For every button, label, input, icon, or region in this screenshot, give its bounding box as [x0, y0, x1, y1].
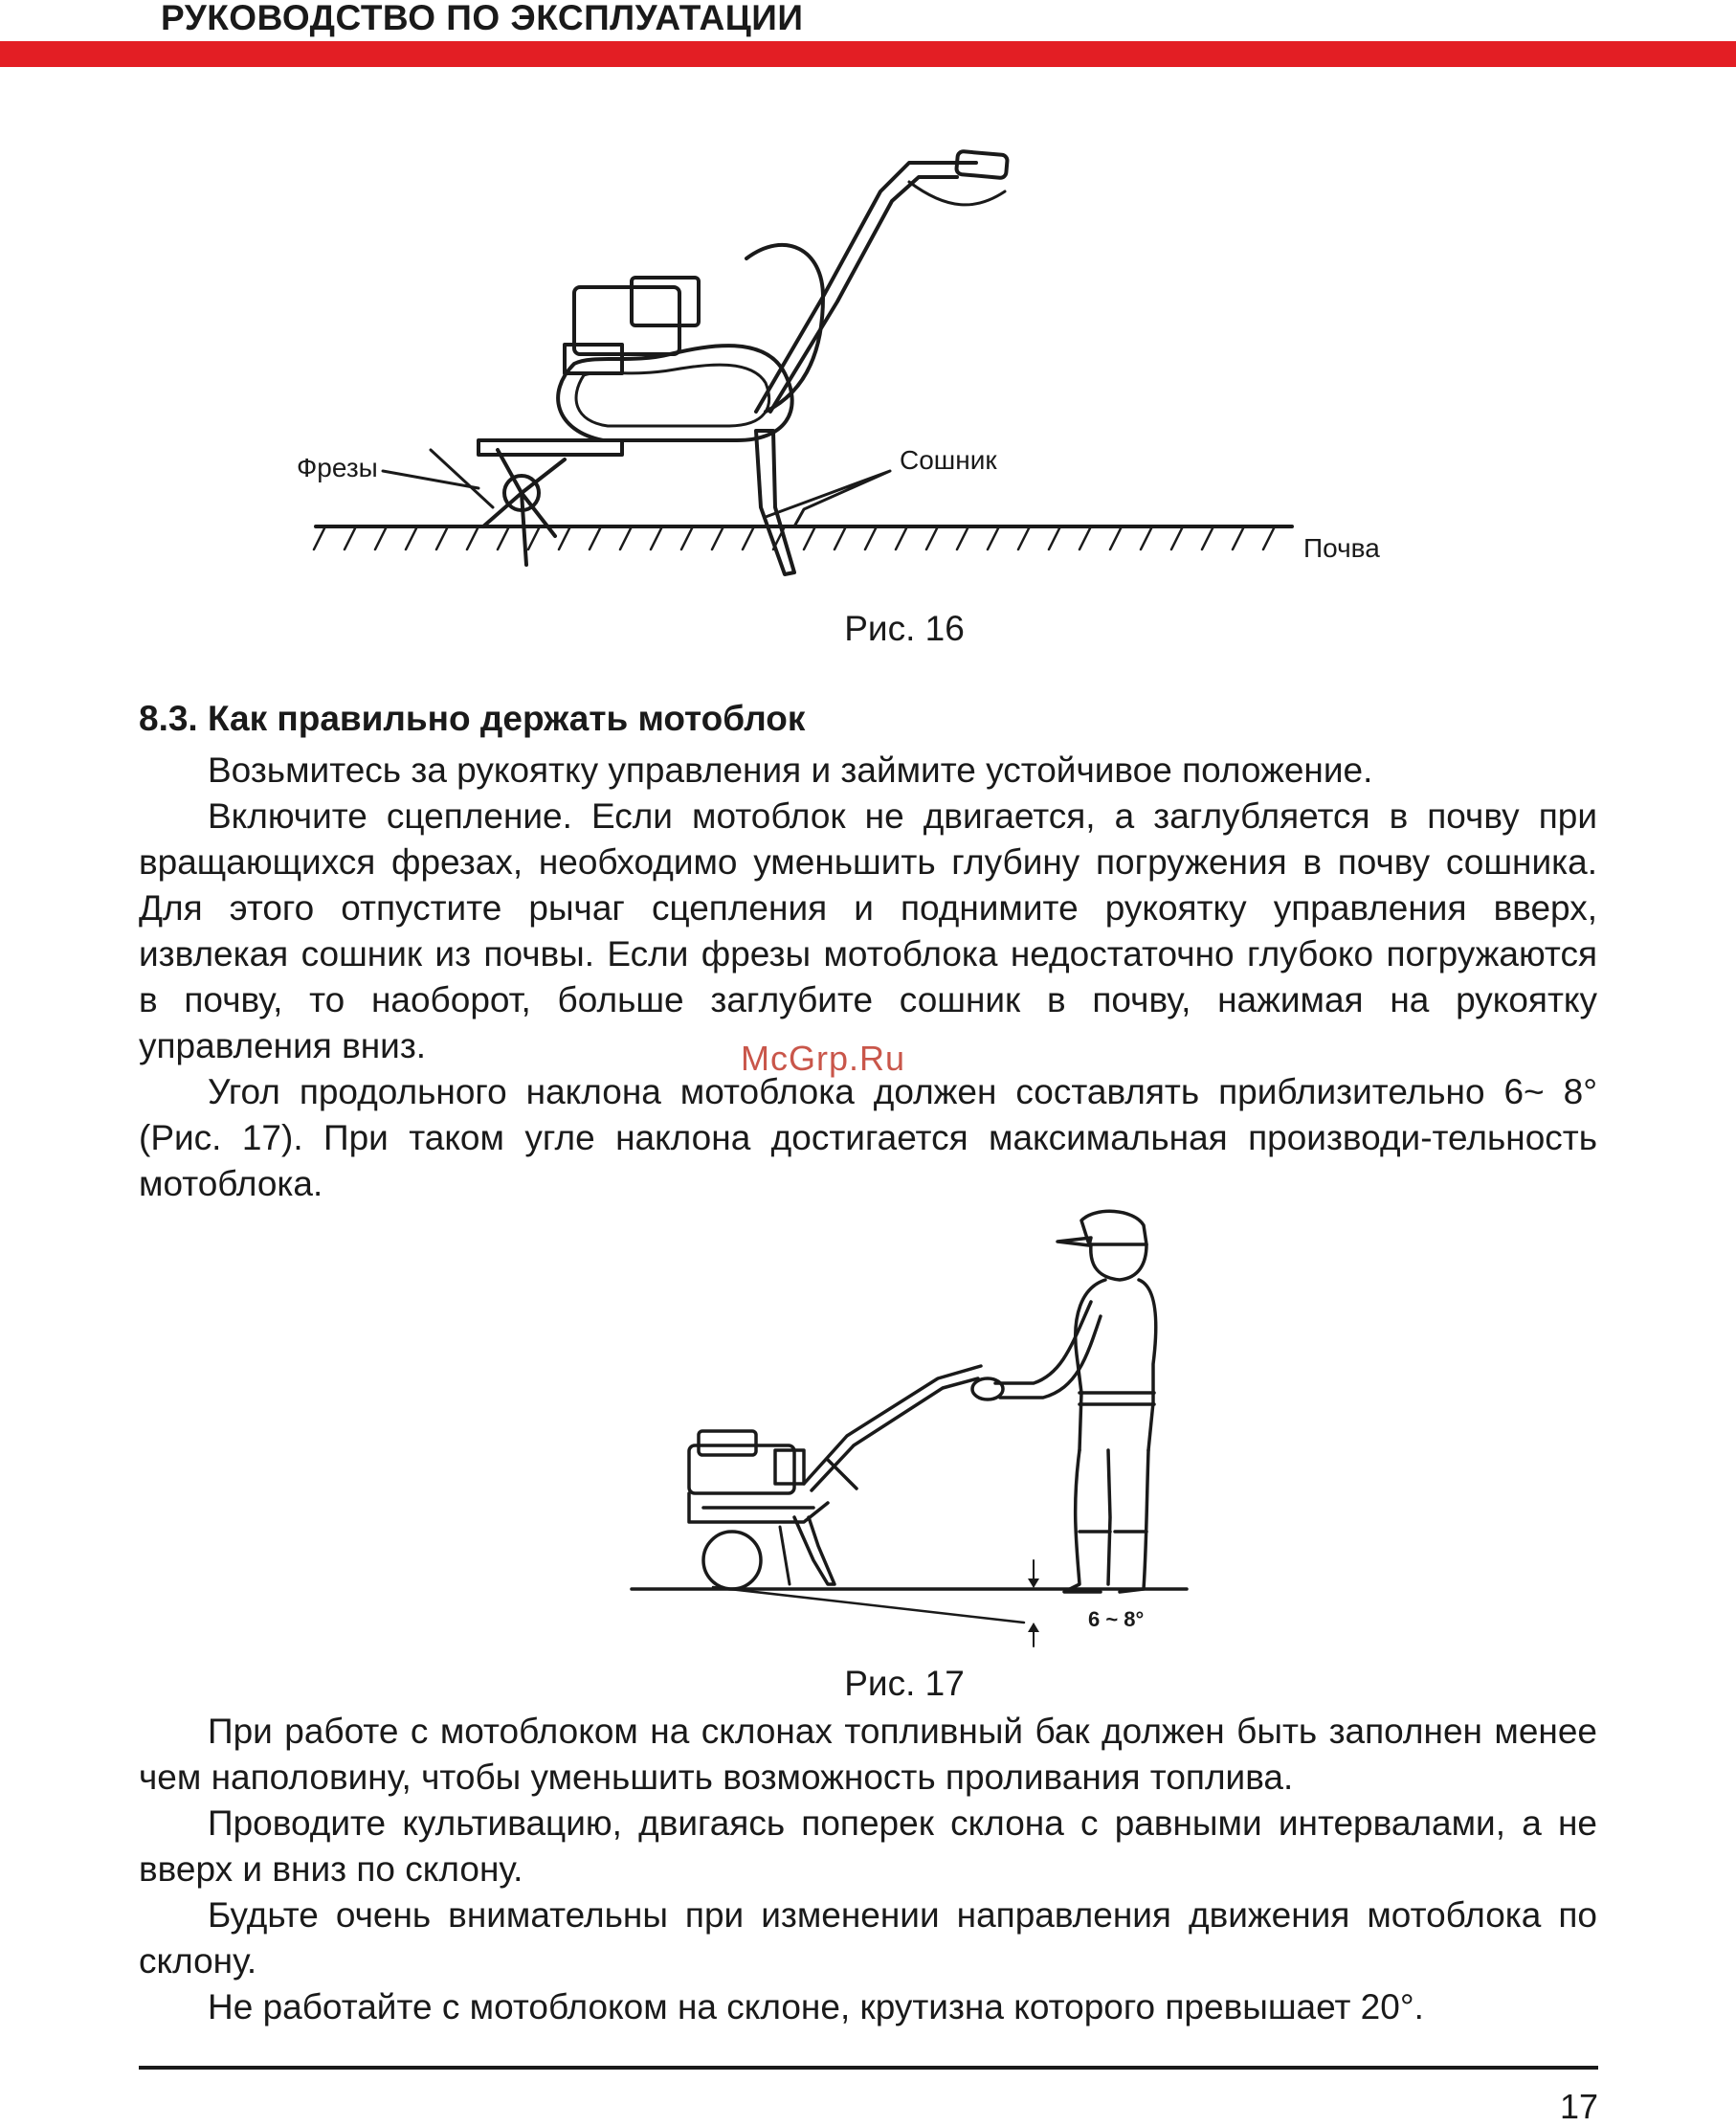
figure-17-operator-posture [622, 1201, 1196, 1651]
running-header: РУКОВОДСТВО ПО ЭКСПЛУАТАЦИИ [161, 0, 804, 37]
handle [756, 151, 1008, 412]
paragraph: Не работайте с мотоблоком на склоне, крутизна которого превышает 20°. [208, 1987, 1424, 2026]
section-title: 8.3. Как правильно держать мотоблок [139, 699, 806, 738]
label-coulter: Сошник [900, 445, 997, 475]
tines [431, 440, 622, 565]
coulter [756, 431, 794, 574]
paragraph: Проводите культивацию, двигаясь поперек склона с равными интервалами, а не вверх и вниз по склону. [139, 1803, 1597, 1889]
paragraph: Возьмитесь за рукоятку управления и займите устойчивое положение. [208, 750, 1373, 790]
figure-17-caption: Рис. 17 [844, 1664, 965, 1703]
paragraph: Включите сцепление. Если мотоблок не двигается, а заглубляется в почву при вращающихся фрезах, необходимо уменьшить глубину погружения в почву сошника. Для этого отпустите рычаг сцепления и поднимите рукоятку управления вверх, извлекая сошник из почвы. Если фрезы мотоблока недостаточно глубоко погружаются в почву, то наоборот, больше заглубите сошник в почву, нажимая на рукоятку управления вниз. [139, 796, 1597, 1065]
footer-rule [139, 2066, 1598, 2070]
figure-16-tiller-side-view [287, 124, 1436, 593]
page-number: 17 [1559, 2087, 1598, 2126]
operator-figure [972, 1211, 1156, 1592]
wheel [703, 1532, 761, 1589]
handle [804, 1366, 981, 1490]
paragraph: При работе с мотоблоком на склонах топливный бак должен быть заполнен менее чем наполовину, чтобы уменьшить возможность проливания топлива. [139, 1712, 1597, 1797]
label-soil: Почва [1303, 533, 1380, 563]
figure-16-caption: Рис. 16 [844, 609, 965, 648]
tilt-line [713, 1587, 1024, 1623]
paragraph: Будьте очень внимательны при изменении направления движения мотоблока по склону. [139, 1895, 1597, 1981]
label-cutters: Фрезы [297, 453, 378, 482]
paragraph: Угол продольного наклона мотоблока должен составлять приблизительно 6~ 8° (Рис. 17). При таком угле наклона достигается максимальная производи-тельность мотоблока. [139, 1072, 1597, 1203]
header-red-bar [0, 41, 1736, 67]
angle-label: 6 ~ 8° [1088, 1607, 1145, 1631]
soil-line [314, 526, 1292, 549]
watermark: McGrp.Ru [741, 1039, 906, 1078]
